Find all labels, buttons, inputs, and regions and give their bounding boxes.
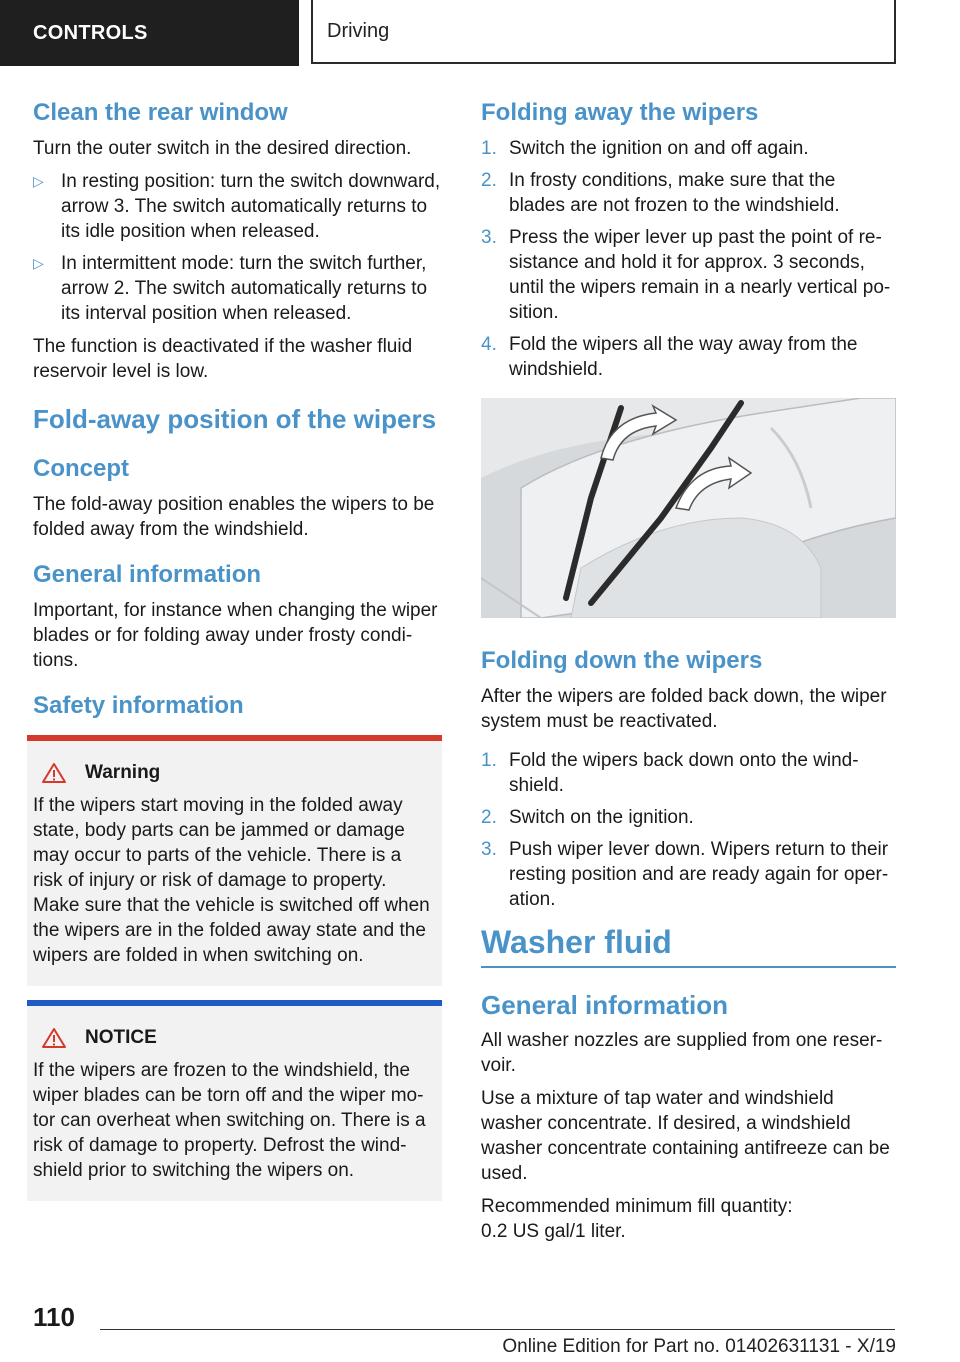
list-item: 1. Switch the ignition on and off again. <box>481 138 809 159</box>
list-item: 2. Switch on the ignition. <box>481 807 694 828</box>
list-item: 4. Fold the wipers all the way away from the windshield. <box>481 334 858 380</box>
warning-header <box>33 761 436 785</box>
chapter-tab: Driving <box>311 0 896 64</box>
folding-down-heading: Folding down the wipers <box>481 647 763 674</box>
edition-footer: Online Edition for Part no. 01402631131 - X/19 <box>502 1336 896 1357</box>
footer-rule <box>100 1329 895 1330</box>
list-item: 3. Press the wiper lever up past the point of resistance and hold it for approx. 3 seconds, until the wipers remain in a nearly vertical position. <box>481 227 891 323</box>
notice-icon <box>41 1027 67 1049</box>
rear-window-intro: Turn the outer switch in the desired direction. <box>33 138 412 159</box>
list-item: 3. Push wiper lever down. Wipers return to their resting position and are ready again for operation. <box>481 839 889 910</box>
concept-heading: Concept <box>33 455 129 482</box>
washer-general-heading: General information <box>481 990 729 1020</box>
right-column <box>481 98 896 1252</box>
list-item: ▷ In resting position: turn the switch downward, arrow 3. The switch automatically returns to its idle position when released. <box>33 171 441 242</box>
folding-away-heading: Folding away the wipers <box>481 99 759 126</box>
triangle-bullet-icon: ▷ <box>33 173 44 189</box>
rear-window-bullets <box>33 169 448 326</box>
notice-box <box>27 1000 442 1201</box>
notice-label: NOTICE <box>85 1027 157 1048</box>
folding-down-steps <box>481 748 896 912</box>
page-number: 110 <box>33 1302 75 1332</box>
page-header <box>0 0 960 66</box>
list-item: 1. Fold the wipers back down onto the windshield. <box>481 750 859 796</box>
warning-label: Warning <box>85 762 161 783</box>
wiper-illustration <box>481 398 896 618</box>
general-info-heading: General information <box>33 561 262 588</box>
warning-icon <box>41 762 67 784</box>
washer-paragraph-3: Recommended minimum fill quantity: 0.2 US gal/1 liter. <box>481 1196 793 1242</box>
notice-text: If the wipers are frozen to the windshield, the wiper blades can be torn off and the wiper motor can overheat when switching on. There is a risk of damage to property. Defrost the windshield prior to switching the wipers on. <box>33 1060 426 1181</box>
safety-info-heading: Safety information <box>33 692 244 719</box>
list-item: 2. In frosty conditions, make sure that the blades are not frozen to the windshield. <box>481 170 840 216</box>
notice-header <box>33 1026 436 1050</box>
washer-fluid-heading: Washer fluid <box>481 924 672 960</box>
folding-down-intro: After the wipers are folded back down, the wiper system must be reactivated. <box>481 686 887 732</box>
rear-window-note: The function is deactivated if the washer fluid reservoir level is low. <box>33 336 413 382</box>
rear-window-heading: Clean the rear window <box>33 99 288 126</box>
heading-rule <box>481 966 896 968</box>
warning-box <box>27 735 442 986</box>
warning-text: If the wipers start moving in the folded away state, body parts can be jammed or damage may occur to parts of the vehicle. There is a risk of injury or risk of damage to property. Make sure that the vehicle is switched off when the wipers are in the folded away state and the wipers are folded in when switching on. <box>33 795 430 966</box>
triangle-bullet-icon: ▷ <box>33 255 44 271</box>
concept-text: The fold-away position enables the wipers to be folded away from the windshield. <box>33 494 435 540</box>
washer-paragraph-1: All washer nozzles are supplied from one reservoir. <box>481 1030 883 1076</box>
general-info-text: Important, for instance when changing the wiper blades or for folding away under frosty conditions. <box>33 600 438 671</box>
section-tab: CONTROLS <box>0 0 299 66</box>
list-item: ▷ In intermittent mode: turn the switch further, arrow 2. The switch automatically returns to its interval position when released. <box>33 253 428 324</box>
washer-paragraph-2: Use a mixture of tap water and windshield washer concentrate. If desired, a windshield washer concentrate containing antifreeze can be used. <box>481 1088 890 1184</box>
fold-away-heading: Fold-away position of the wipers <box>33 404 437 434</box>
folding-away-steps <box>481 136 896 382</box>
left-column <box>33 98 448 1215</box>
